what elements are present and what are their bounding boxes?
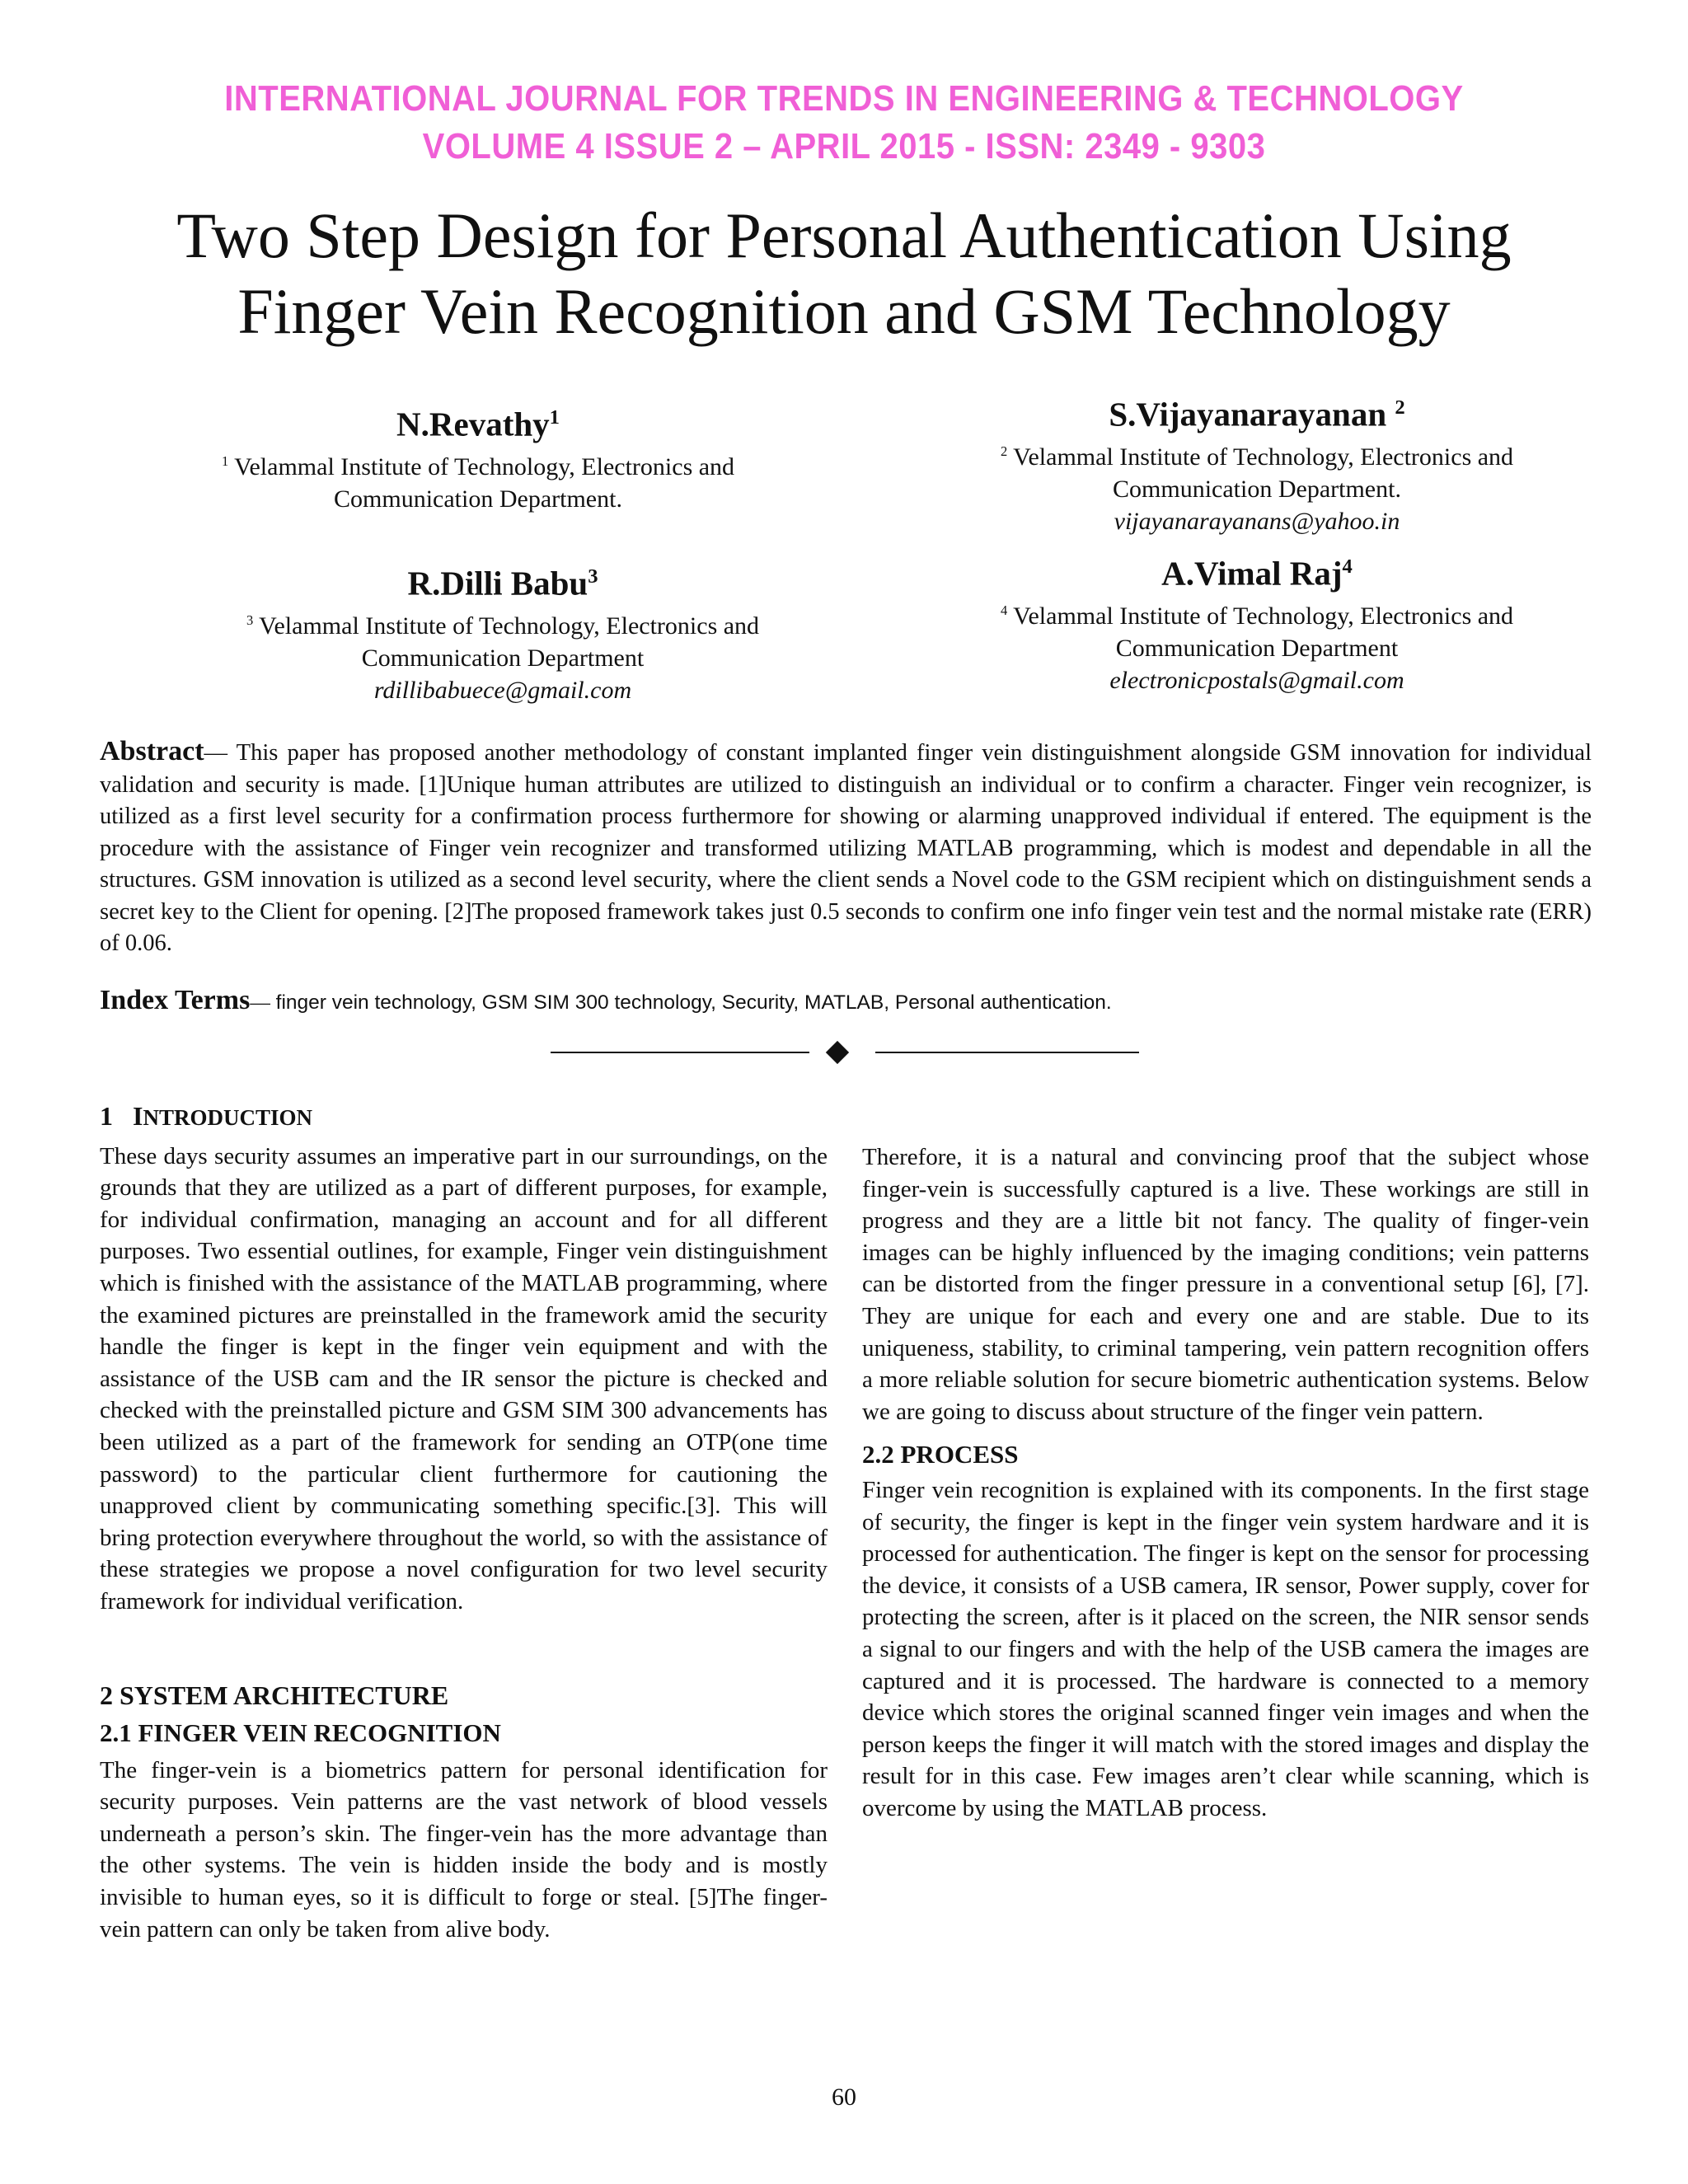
- index-terms: [100, 985, 1592, 1016]
- author-email[interactable]: electronicpostals@gmail.com: [1109, 666, 1404, 694]
- author-name: S.Vijayanarayanan $^2$: [1109, 395, 1405, 434]
- diamond-icon: [826, 1041, 849, 1064]
- author-email[interactable]: rdillibabuece@gmail.com: [373, 676, 632, 704]
- divider-right: [875, 1052, 1139, 1053]
- paper-title: [0, 198, 1688, 349]
- index-terms-heading: Index Terms: [100, 985, 251, 1015]
- abstract-heading: Abstract: [100, 736, 204, 766]
- author-affiliation-dept: Communication Department: [361, 644, 645, 672]
- author-block-3: [181, 556, 824, 706]
- author-email[interactable]: vijayanarayanans@yahoo.in: [1114, 507, 1400, 535]
- index-terms-text: finger vein technology, GSM SIM 300 technology, Security, MATLAB, Personal authentication.: [270, 991, 1112, 1014]
- divider-left: [551, 1052, 809, 1053]
- introduction-paragraph: These days security assumes an imperative part in our surroundings, on the grounds that they are utilized as a part of different purposes, for example, for individual confirmation, managing an account and for all different purposes. Two essential outlines, for example, Finger vein distinguishment which is finished with the assistance of the MATLAB programming, where the examined pictures are preinstalled in the framework amid the security handle the finger is kept in the finger vein equipment and with the assistance of the USB cam and the IR sensor the picture is checked and checked with the preinstalled picture and GSM SIM 300 advancements has been utilized as a part of the framework for sending an OTP(one time password) to the particular client furthermore for cautioning the unapproved client by communicating something specific.[3]. This will bring protection everywhere throughout the world, so with the assistance of these strategies we propose a novel configuration for two level security framework for individual verification.: [100, 1142, 828, 1615]
- paper-title-line-1: Two Step Design for Personal Authentication Using: [176, 199, 1512, 271]
- left-column: [100, 1100, 828, 1945]
- author-block-1: [157, 397, 799, 515]
- finger-vein-paragraph: The finger-vein is a biometrics pattern for personal identification for security purposes. Vein patterns are the vast network of blood vessels underneath a person’s skin. The finger-vein has the more advantage than the other systems. The vein is hidden inside the body and is mostly invisible to human eyes, so it is difficult to forge or steal. [5]The finger-vein pattern can only be taken from alive body.: [100, 1756, 828, 1943]
- journal-name: INTERNATIONAL JOURNAL FOR TRENDS IN ENGINEERING & TECHNOLOGY: [224, 79, 1464, 119]
- author-name: N.Revathy$^1$: [396, 405, 560, 443]
- author-affiliation-dept: Communication Department: [1115, 634, 1399, 662]
- process-paragraph: Finger vein recognition is explained with its components. In the first stage of security, the finger is kept in the finger vein system hardware and it is processed for authentication. The finger is kept on the sensor for processing the device, it consists of a USB camera, IR sensor, Power supply, cover for protecting the screen, after is it placed on the screen, the NIR sensor sends a signal to our fingers and with the help of the USB camera the images are captured and it is processed. The hardware is connected to a memory device which stores the original scanned finger vein images and when the person keeps the finger it will match with the stored images and display the result for in this case. Few images aren’t clear while scanning, which is overcome by using the MATLAB process.: [862, 1476, 1589, 1821]
- page-number: 60: [832, 2083, 856, 2111]
- paper-title-line-2: Finger Vein Recognition and GSM Technology: [237, 275, 1451, 347]
- author-block-2: [935, 387, 1578, 537]
- right-column: [862, 1141, 1589, 1824]
- section-heading-system-architecture: 2 SYSTEM ARCHITECTURE: [100, 1680, 449, 1710]
- subsection-heading-finger-vein: 2.1 FINGER VEIN RECOGNITION: [100, 1718, 501, 1748]
- abstract-text: This paper has proposed another methodology of constant implanted finger vein distinguishment alongside GSM innovation for individual validation and security is made. [1]Unique human attributes are utilized to distinguish an individual or to confirm a character. Finger vein recognizer, is utilized as a first level security for a confirmation process furthermore for showing or alarming unapproved individual if entered. The equipment is the procedure with the assistance of Finger vein recognizer and transformed utilizing MATLAB programming, which is modest and dependable in all the structures. GSM innovation is utilized as a second level security, where the client sends a Novel code to the GSM recipient which on distinguishment sends a secret key to the Client for opening. [2]The proposed framework takes just 0.5 seconds to confirm one info finger vein test and the normal mistake rate (ERR) of 0.06.: [100, 740, 1592, 956]
- author-name: A.Vimal Raj$^4$: [1161, 554, 1353, 593]
- index-terms-dash: —: [250, 991, 270, 1014]
- author-affiliation: $^2$ Velammal Institute of Technology, Electronics and: [1000, 443, 1514, 471]
- author-affiliation: $^1$ Velammal Institute of Technology, Electronics and: [221, 452, 735, 480]
- author-block-4: [935, 546, 1578, 696]
- author-affiliation-dept: Communication Department.: [334, 485, 622, 513]
- section-heading-introduction: 1 INTRODUCTION: [100, 1101, 312, 1131]
- author-affiliation: $^3$ Velammal Institute of Technology, Electronics and: [246, 612, 760, 640]
- finger-vein-continued-paragraph: Therefore, it is a natural and convincing proof that the subject whose finger-vein is successfully captured is a live. These workings are still in progress and they are a little bit not fancy. The quality of finger-vein images can be highly influenced by the imaging conditions; vein patterns can be distorted from the finger pressure in a conventional setup [6], [7]. They are unique for each and every one and are stable. Due to its uniqueness, stability, to criminal tampering, vein pattern recognition offers a more reliable solution for secure biometric authentication systems. Below we are going to discuss about structure of the finger vein pattern.: [862, 1144, 1589, 1425]
- journal-issue: VOLUME 4 ISSUE 2 – APRIL 2015 - ISSN: 2349 - 9303: [422, 127, 1266, 166]
- author-affiliation: $^4$ Velammal Institute of Technology, Electronics and: [1000, 602, 1514, 630]
- abstract: [100, 736, 1592, 960]
- subsection-heading-process: 2.2 PROCESS: [862, 1440, 1019, 1469]
- author-affiliation-dept: Communication Department.: [1113, 475, 1401, 503]
- author-name: R.Dilli Babu$^3$: [407, 564, 598, 602]
- abstract-dash: —: [204, 740, 228, 766]
